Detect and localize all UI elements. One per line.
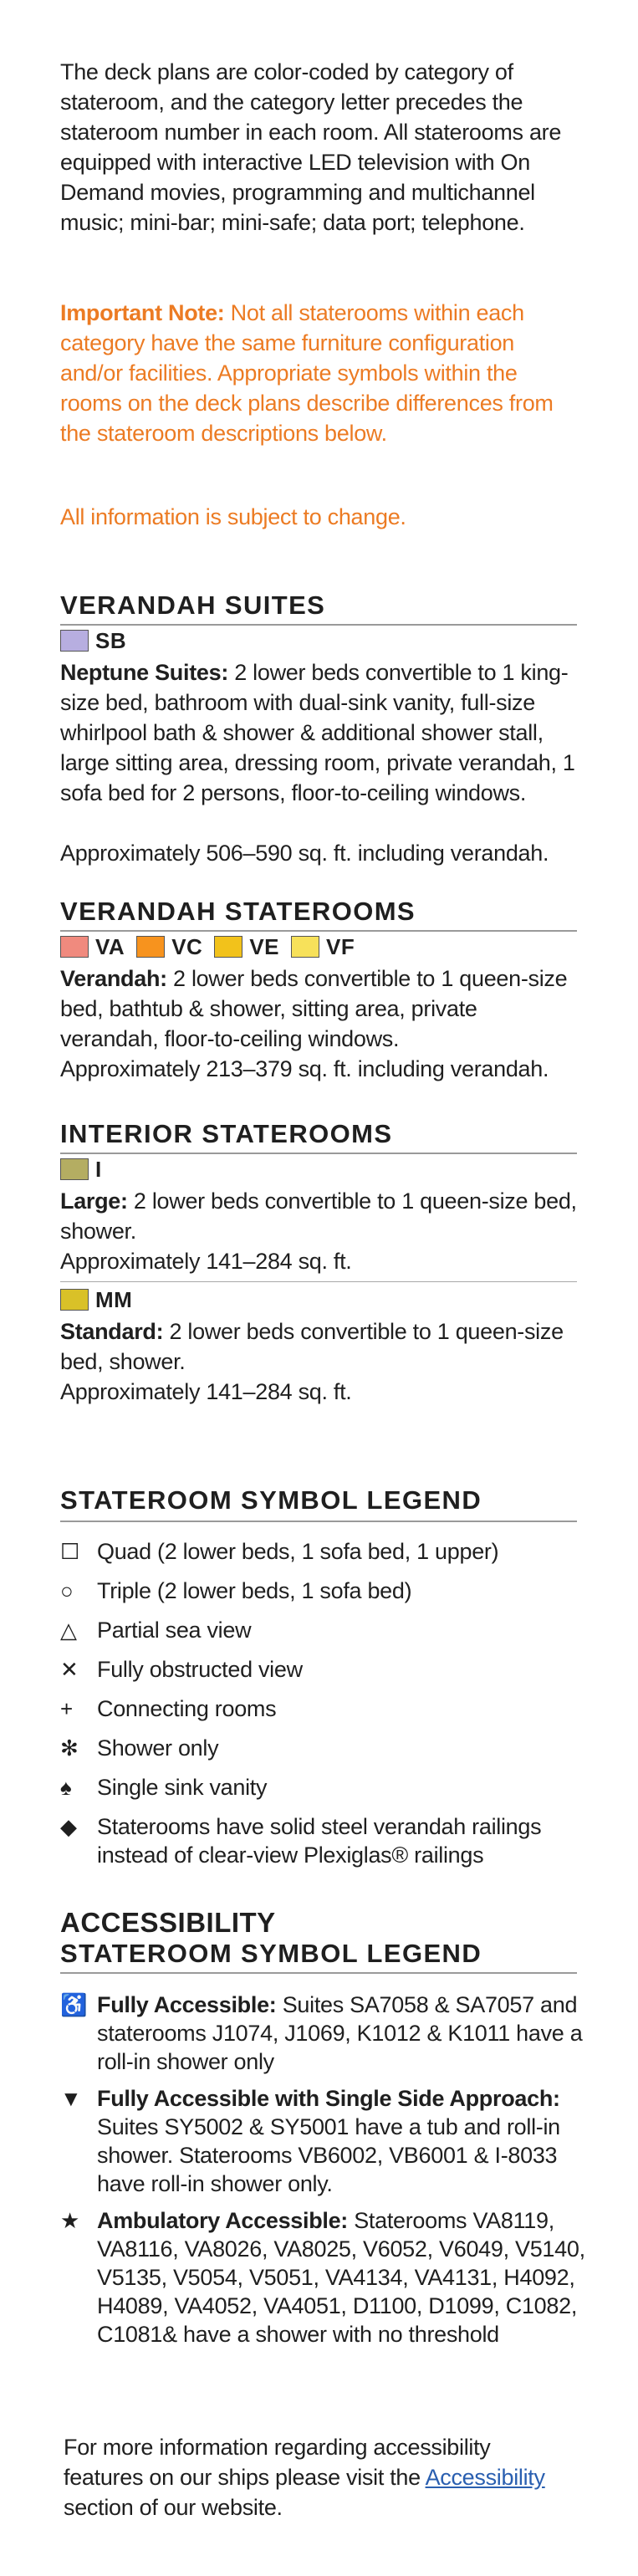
category-swatch-vf (291, 936, 319, 958)
category-code: VC (171, 933, 203, 959)
divider (60, 1972, 577, 1974)
category-chip-row (60, 629, 138, 652)
category-chip-row (60, 935, 366, 958)
accessibility-heading: ACCESSIBILITY (60, 1907, 276, 1938)
legend-text: Triple (2 lower beds, 1 sofa bed) (97, 1578, 412, 1603)
divider (60, 930, 577, 932)
legend-item (60, 1616, 587, 1644)
accessibility-detail: Staterooms VA8119, VA8116, VA8026, VA8025, V6052, V6049, V5140, V5135, V5054, V5051, VA4134, VA4131, H4092, H4089, VA4052, VA4051, D1100, D1099, C1082, C1081& have a shower with no threshold (97, 2208, 585, 2347)
large-description (60, 1186, 579, 1246)
change-notice: All information is subject to change. (60, 504, 406, 529)
verandah-title: Verandah: (60, 966, 167, 991)
legend-item (60, 1655, 587, 1684)
star-icon: ★ (60, 2208, 80, 2233)
neptune-suites-title: Neptune Suites: (60, 660, 229, 685)
accessibility-detail: Suites SA7058 & SA7057 and staterooms J1074, J1069, K1012 & K1011 have a roll-in shower only (97, 1992, 583, 2074)
legend-text: Single sink vanity (97, 1775, 268, 1800)
down-triangle-icon: ▼ (60, 2086, 82, 2111)
category-swatch-va (60, 936, 89, 958)
accessibility-link[interactable]: Accessibility (425, 2465, 545, 2490)
legend-text: Quad (2 lower beds, 1 sofa bed, 1 upper) (97, 1539, 499, 1564)
important-note-label: Important Note: (60, 300, 225, 325)
category-swatch-sb (60, 630, 89, 652)
accessibility-text (97, 2084, 587, 2198)
symbol-legend-heading: STATEROOM SYMBOL LEGEND (60, 1485, 482, 1515)
legend-text: Staterooms have solid steel verandah railings instead of clear-view Plexiglas® railings (97, 1814, 542, 1868)
legend-text: Partial sea view (97, 1618, 252, 1643)
legend-item (60, 1812, 587, 1869)
divider (60, 1153, 577, 1154)
interior-staterooms-heading: INTERIOR STATEROOMS (60, 1119, 393, 1148)
verandah-text: 2 lower beds convertible to 1 queen-size bed, bathtub & shower, sitting area, private verandah, floor-to-ceiling windows. (60, 966, 568, 1051)
wheelchair-icon: ♿ (60, 1992, 88, 2017)
category-code: MM (95, 1286, 133, 1312)
verandah-description (60, 963, 579, 1054)
large-title: Large: (60, 1188, 128, 1214)
standard-size: Approximately 141–284 sq. ft. (60, 1379, 352, 1404)
accessibility-title: Fully Accessible: (97, 1992, 277, 2017)
accessibility-item (60, 2084, 587, 2198)
important-note (60, 298, 579, 448)
legend-item (60, 1577, 587, 1605)
verandah-suites-heading: VERANDAH SUITES (60, 590, 326, 620)
standard-title: Standard: (60, 1319, 164, 1344)
divider (60, 1281, 577, 1282)
plus-icon: + (60, 1696, 73, 1721)
large-text: 2 lower beds convertible to 1 queen-size bed, shower. (60, 1188, 577, 1244)
legend-text: Connecting rooms (97, 1696, 277, 1721)
category-swatch-vc (136, 936, 165, 958)
circle-outline-icon: ○ (60, 1578, 74, 1603)
footer-text (64, 2432, 565, 2522)
standard-description (60, 1316, 579, 1377)
footer-tail: section of our website. (64, 2495, 283, 2520)
asterisk-icon: ✻ (60, 1735, 79, 1761)
accessibility-title: Fully Accessible with Single Side Approach: (97, 2086, 560, 2111)
neptune-suites-description (60, 657, 579, 808)
divider (60, 1521, 577, 1522)
category-code: VE (249, 933, 280, 959)
category-swatch-i (60, 1158, 89, 1180)
category-chip-row (60, 1158, 114, 1181)
accessibility-title: Ambulatory Accessible: (97, 2208, 348, 2233)
footer-lead: For more information regarding accessibility features on our ships please visit the (64, 2435, 491, 2490)
square-outline-icon: ☐ (60, 1539, 80, 1564)
verandah-size: Approximately 213–379 sq. ft. including verandah. (60, 1056, 549, 1081)
category-code: VA (95, 933, 125, 959)
diamond-icon: ◆ (60, 1814, 77, 1839)
spade-icon: ♠ (60, 1775, 72, 1800)
accessibility-text (97, 2206, 587, 2349)
category-code: SB (95, 627, 127, 653)
accessibility-detail: Suites SY5002 & SY5001 have a tub and roll-in shower. Staterooms VB6002, VB6001 & I-8033 have roll-in shower only. (97, 2114, 560, 2196)
accessibility-legend-list (60, 1991, 587, 2349)
large-size: Approximately 141–284 sq. ft. (60, 1249, 352, 1274)
category-code: I (95, 1156, 102, 1182)
verandah-staterooms-heading: VERANDAH STATEROOMS (60, 897, 416, 926)
accessibility-item (60, 2206, 587, 2349)
neptune-suites-size: Approximately 506–590 sq. ft. including verandah. (60, 841, 549, 866)
symbol-legend-list (60, 1537, 587, 1869)
x-icon: ✕ (60, 1657, 79, 1682)
legend-item (60, 1773, 587, 1802)
accessibility-item (60, 1991, 587, 2076)
legend-text: Shower only (97, 1735, 219, 1761)
important-note-text: Not all staterooms within each category have the same furniture configuration and/or facilities. Appropriate symbols within the rooms on the deck plans describe differences from the stateroom descriptions below. (60, 300, 554, 446)
category-chip-row (60, 1288, 144, 1311)
category-swatch-ve (214, 936, 242, 958)
standard-text: 2 lower beds convertible to 1 queen-size bed, shower. (60, 1319, 564, 1374)
divider (60, 624, 577, 626)
category-swatch-mm (60, 1289, 89, 1311)
legend-item (60, 1734, 587, 1762)
accessibility-subheading: STATEROOM SYMBOL LEGEND (60, 1939, 482, 1968)
legend-item (60, 1537, 587, 1566)
intro-paragraph: The deck plans are color-coded by category of stateroom, and the category letter precedes the stateroom number in each room. All staterooms are equipped with interactive LED television with On Demand movies, programming and multichannel music; mini-bar; mini-safe; data port; telephone. (60, 59, 562, 235)
neptune-suites-text: 2 lower beds convertible to 1 king-size bed, bathroom with dual-sink vanity, full-size whirlpool bath & shower & additional shower stall, large sitting area, dressing room, private verandah, 1 sofa bed for 2 persons, floor-to-ceiling windows. (60, 660, 575, 805)
legend-item (60, 1694, 587, 1723)
legend-text: Fully obstructed view (97, 1657, 303, 1682)
triangle-outline-icon: △ (60, 1618, 77, 1643)
accessibility-text (97, 1991, 587, 2076)
category-code: VF (326, 933, 355, 959)
